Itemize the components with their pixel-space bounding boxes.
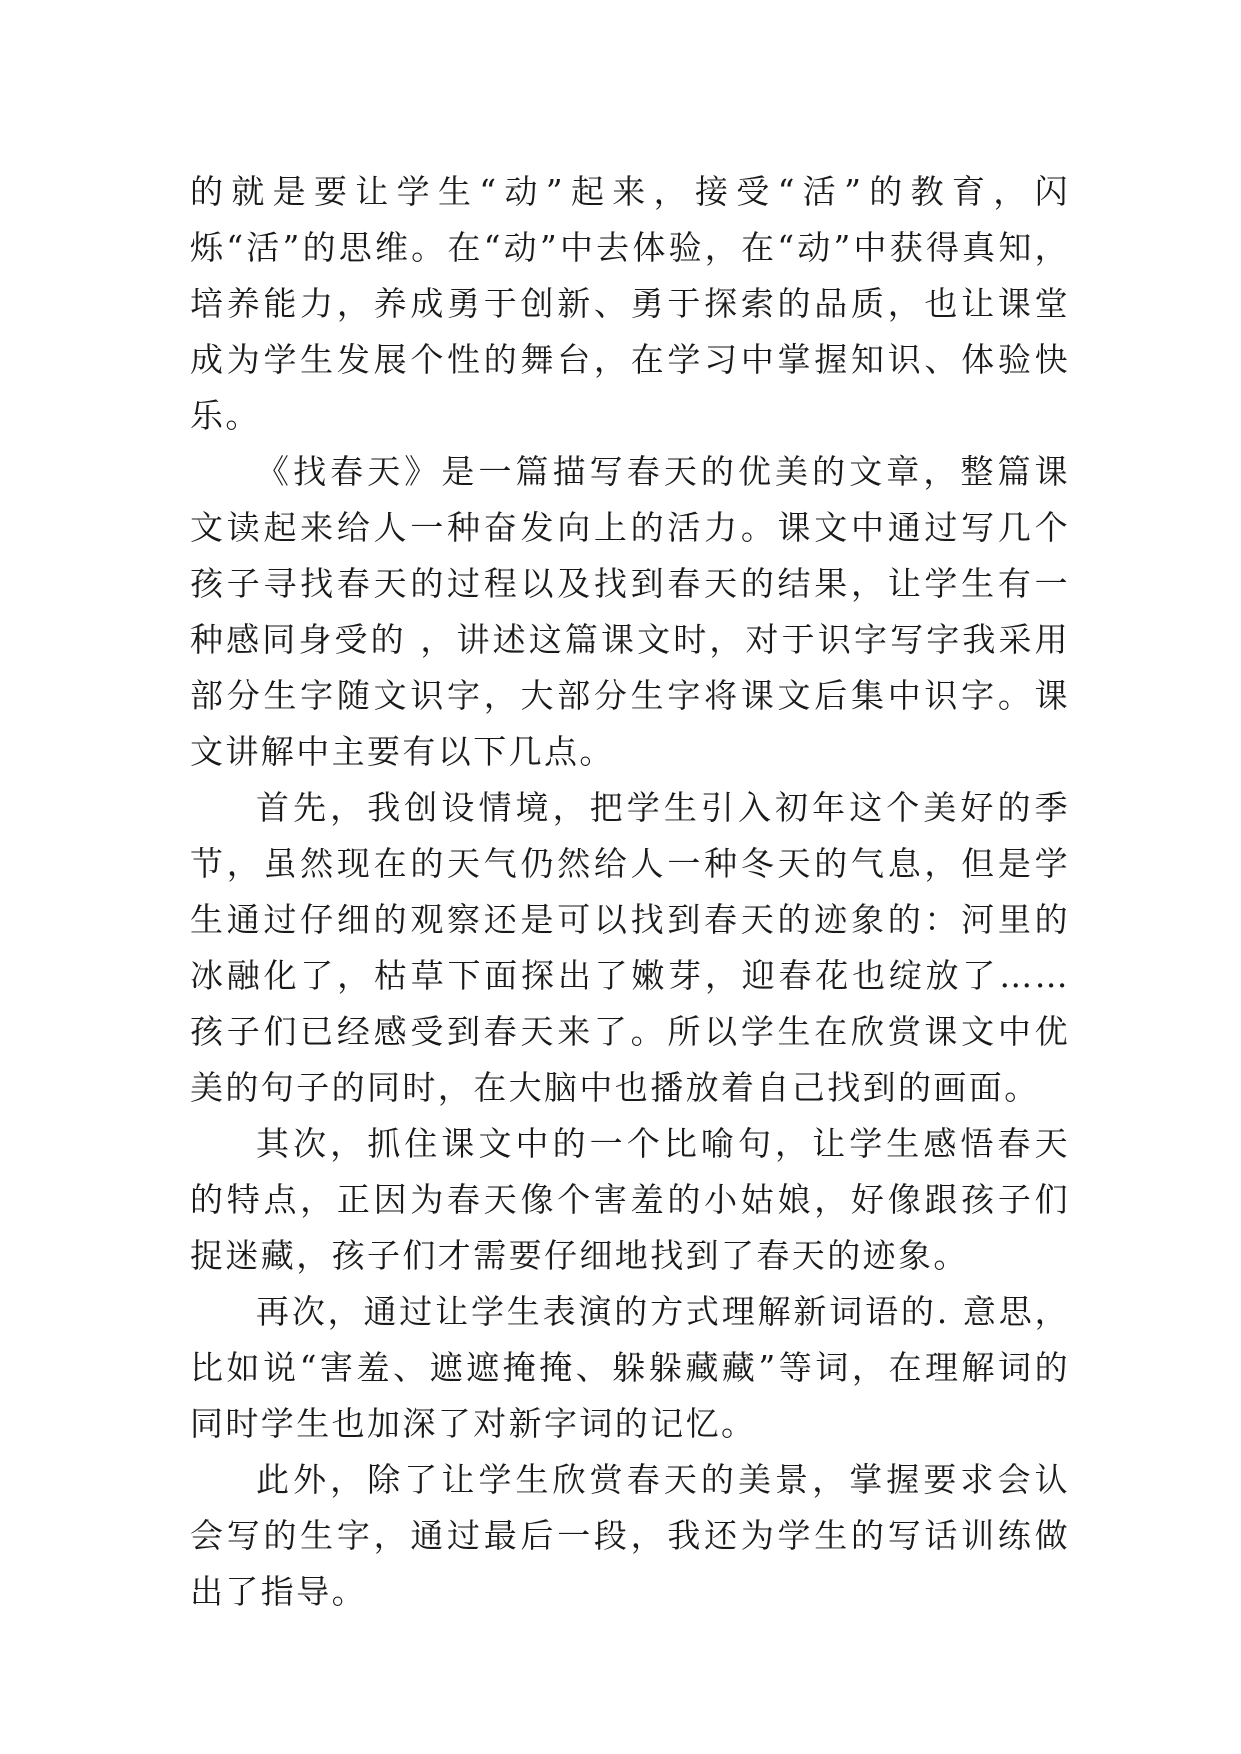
paragraph-continuation: 的就是要让学生“动”起来，接受“活”的教育，闪烁“活”的思维。在“动”中去体验，在“动”中获得真知，培养能力，养成勇于创新、勇于探索的品质，也让课堂成为学生发展个性的舞台，在学习中掌握知识、体验快乐。	[190, 172, 1070, 435]
paragraph-second-point: 其次，抓住课文中的一个比喻句，让学生感悟春天的特点，正因为春天像个害羞的小姑娘，好像跟孩子们捉迷藏，孩子们才需要仔细地找到了春天的迹象。	[190, 1124, 1070, 1275]
paragraph-additional-point: 此外，除了让学生欣赏春天的美景，掌握要求会认会写的生字，通过最后一段，我还为学生的写话训练做出了指导。	[190, 1460, 1070, 1611]
document-body	[190, 164, 1070, 1620]
paragraph-intro-zhao-chuntian: 《找春天》是一篇描写春天的优美的文章，整篇课文读起来给人一种奋发向上的活力。课文中通过写几个孩子寻找春天的过程以及找到春天的结果，让学生有一种感同身受的 ，讲述这篇课文时，对于识字写字我采用部分生字随文识字，大部分生字将课文后集中识字。课文讲解中主要有以下几点。	[190, 452, 1070, 771]
paragraph-first-point: 首先，我创设情境，把学生引入初年这个美好的季节，虽然现在的天气仍然给人一种冬天的气息，但是学生通过仔细的观察还是可以找到春天的迹象的：河里的冰融化了，枯草下面探出了嫩芽，迎春花也绽放了……孩子们已经感受到春天来了。所以学生在欣赏课文中优美的句子的同时，在大脑中也播放着自己找到的画面。	[190, 788, 1070, 1107]
paragraph-third-point: 再次，通过让学生表演的方式理解新词语的. 意思，比如说“害羞、遮遮掩掩、躲躲藏藏”等词，在理解词的同时学生也加深了对新字词的记忆。	[190, 1292, 1070, 1443]
